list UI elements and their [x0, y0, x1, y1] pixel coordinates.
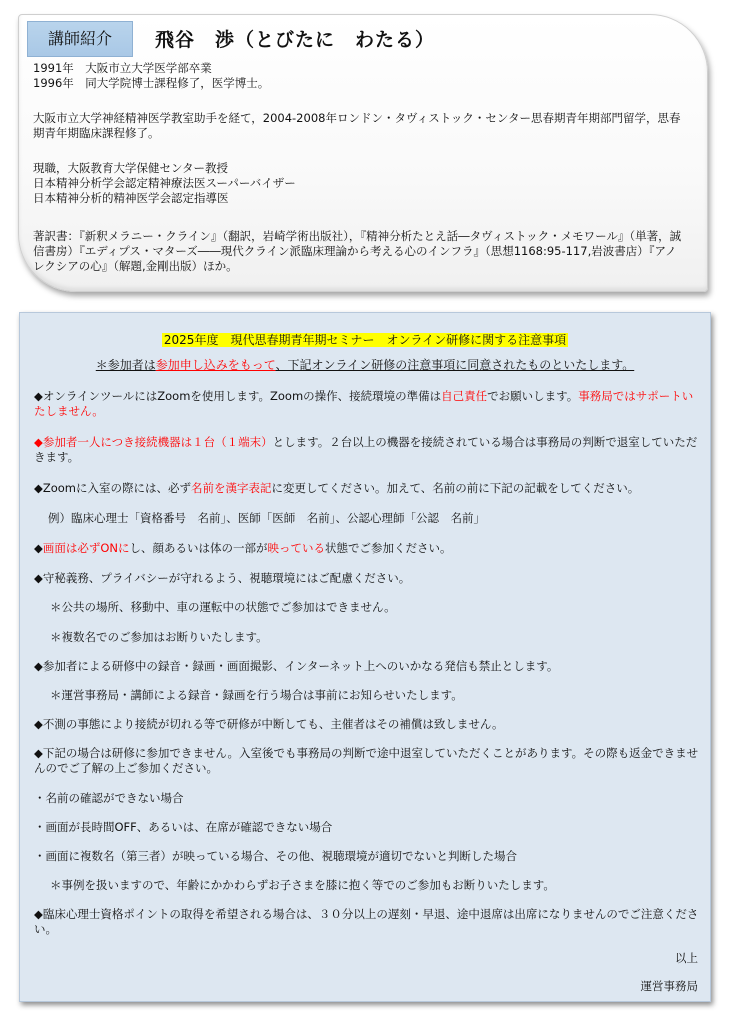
alert-text: 画面は必ずONに	[42, 541, 130, 555]
notice-staff-recording: ＊運営事務局・講師による録音・録画を行う場合は事前にお知らせいたします。	[50, 688, 463, 702]
lecturer-card	[18, 14, 708, 292]
lecturer-name: 飛谷 渉（とびたに わたる）	[155, 29, 436, 51]
consent-part: 、下記オンライン研修の注意事項に同意されたものといたします。	[275, 358, 635, 372]
alert-text: 自己責任	[441, 389, 488, 403]
notice-exclusion: ◆下記の場合は研修に参加できません。入室後でも事務局の判断で途中退室していただくことがあります。その際も返金できませんのでご了解の上ご参加ください。	[34, 746, 699, 775]
alert-text: ◆参加者一人につき接続機器は１台（１端末）	[34, 435, 273, 449]
notice-rename	[34, 481, 700, 496]
text-part: に変更してください。加えて、名前の前に下記の記載をしてください。	[271, 481, 640, 495]
position-line: 日本精神分析的精神医学会認定指導医	[33, 191, 229, 205]
text-part: でお願いします。	[487, 389, 579, 403]
notice-zoom	[34, 389, 700, 419]
position-line: 日本精神分析学会認定精神療法医スーパーバイザー	[33, 176, 296, 190]
lecturer-works: 著訳書：『新釈メラニー・クライン』（翻訳，岩崎学術出版社），『精神分析たとえ話―タヴィストック・メモワール』（単著，誠信書房）『エディプス・マターズ――現代クライン派臨床理論から考える心のインフラ』（思想1168:95-117,岩波書店）『アノレクシアの心』（解題,金剛出版）ほか。	[33, 229, 682, 273]
notice-example: 例）臨床心理士「資格番号 名前」、医師「医師 名前」、公認心理師「公認 名前」	[48, 511, 485, 525]
career-line: 1991年 大阪市立大学医学部卒業	[33, 61, 212, 75]
notice-points: ◆臨床心理士資格ポイントの取得を希望される場合は、３０分以上の遅刻・早退、途中退席は出席になりませんのでご注意ください。	[34, 907, 699, 936]
notice-case-note: ＊事例を扱いますので、年齢にかかわらずお子さまを膝に抱く等でのご参加もお断りいたします。	[50, 878, 555, 892]
career-line: 1996年 同大学院博士課程修了，医学博士。	[33, 76, 270, 90]
notice-consent	[20, 357, 710, 373]
lecturer-badge: 講師紹介	[27, 21, 133, 57]
text-part: し、顔あるいは体の一部が	[129, 541, 268, 555]
notice-public-place: ＊公共の場所、移動中、車の運転中の状態でご参加はできません。	[50, 600, 396, 614]
consent-part: ＊参加者は	[95, 358, 156, 372]
lecturer-positions	[33, 161, 683, 206]
text-part: 状態でご参加ください。	[325, 541, 452, 555]
notice-multi-people: ＊複数名でのご参加はお断りいたします。	[50, 630, 268, 644]
lecturer-career	[33, 61, 683, 91]
notice-device	[34, 435, 700, 465]
notice-panel	[19, 312, 711, 1002]
alert-text: 事務局ではサポートいたしません。	[34, 389, 694, 418]
alert-text: 名前を漢字表記	[191, 481, 272, 495]
text-part: とします。２台以上の機器を接続されている場合は事務局の判断で退室していただきます。	[34, 435, 698, 464]
notice-privacy: ◆守秘義務、プライバシーが守れるよう、視聴環境にはご配慮ください。	[34, 571, 411, 585]
notice-disconnect: ◆不測の事態により接続が切れる等で研修が中断しても、主催者はその補償は致しません。	[34, 717, 504, 731]
position-line: 現職，大阪教育大学保健センター教授	[33, 161, 229, 175]
notice-case-third: ・画面に複数名（第三者）が映っている場合、その他、視聴環境が適切でないと判断した場合	[34, 849, 517, 863]
consent-highlight: 参加申し込みをもって	[155, 358, 276, 372]
notice-case-screen: ・画面が長時間OFF、あるいは、在席が確認できない場合	[34, 820, 333, 834]
notice-camera	[34, 541, 700, 556]
text-part: ◆オンラインツールにはZoomを使用します。Zoomの操作、接続環境の準備は	[34, 389, 442, 403]
alert-text: 映っている	[267, 541, 326, 555]
notice-closing: 以上	[675, 951, 698, 965]
lecturer-history: 大阪市立大学神経精神医学教室助手を経て，2004-2008年ロンドン・タヴィストック・センター思春期青年期部門留学，思春期青年期臨床課程修了。	[33, 111, 681, 140]
text-part: ◆	[34, 541, 43, 555]
notice-recording: ◆参加者による研修中の録音・録画・画面撮影、インターネット上へのいかなる発信も禁止とします。	[34, 659, 559, 673]
notice-title: 2025年度 現代思春期青年期セミナー オンライン研修に関する注意事項	[163, 333, 567, 347]
notice-case-name: ・名前の確認ができない場合	[34, 791, 184, 805]
notice-office: 運営事務局	[640, 979, 698, 993]
text-part: ◆Zoomに入室の際には、必ず	[34, 481, 191, 495]
